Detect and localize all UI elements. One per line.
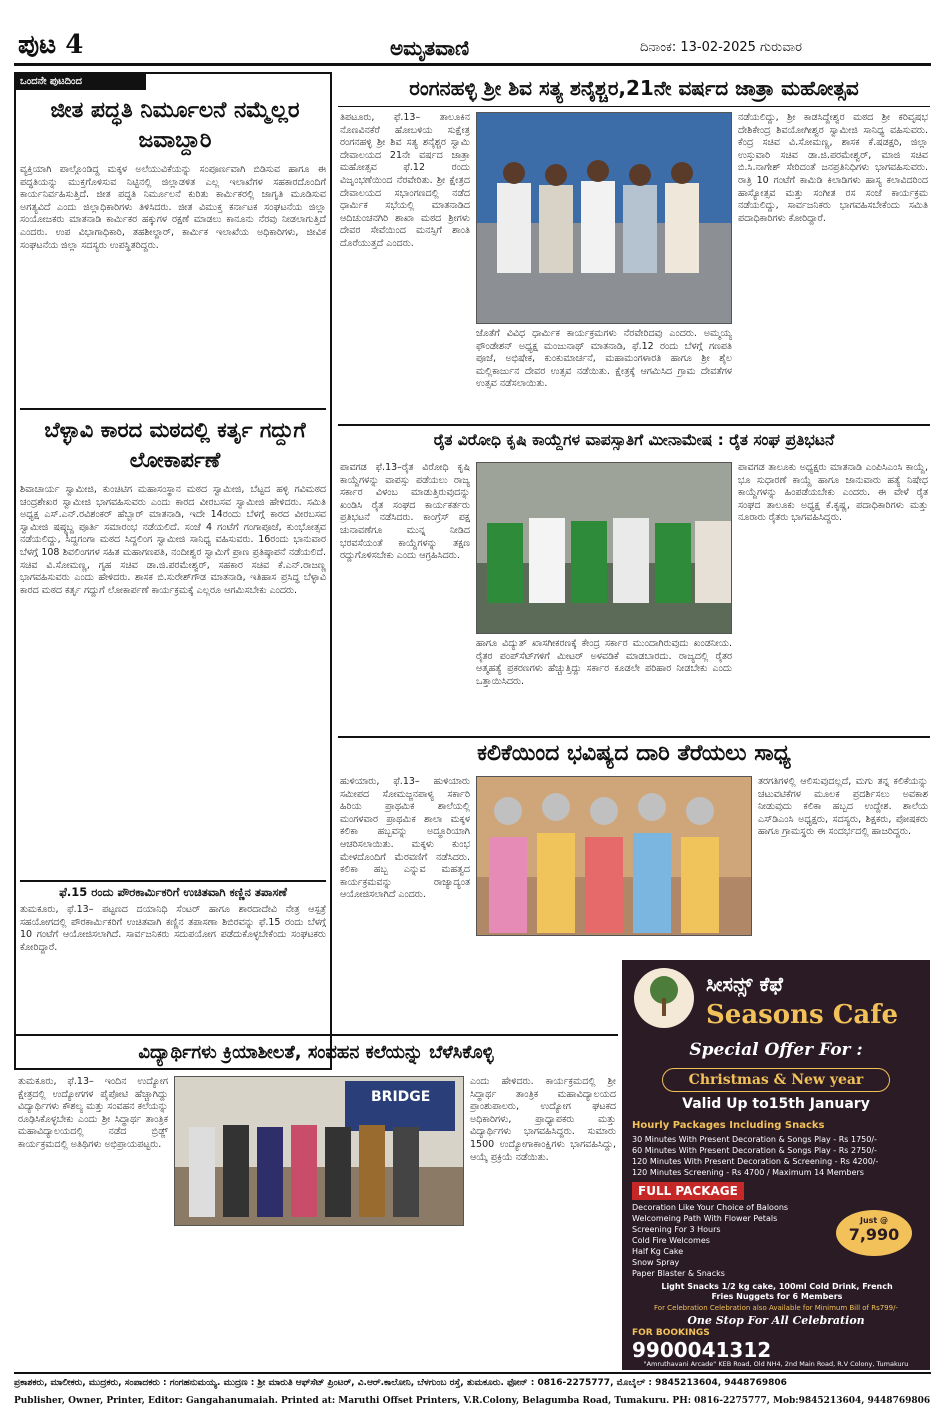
article-raitha-col2: ಹಾಗೂ ವಿದ್ಯುತ್ ಖಾಸಗೀಕರಣಕ್ಕೆ ಕೇಂದ್ರ ಸರ್ಕಾರ ಮುಂದಾಗಿರುವುದು ಖಂಡನೀಯ. ರೈತರ ಪಂಪ್‌ಸೆಟ್‌ಗಳಿಗೆ ಮೀಟರ್ ಅಳವಡಿಕೆ ಮಾಡಬಾರದು. ರಾಜ್ಯದಲ್ಲಿ ರೈತರ ಆತ್ಮಹತ್ಯೆ ಪ್ರಕರಣಗಳು ಹೆಚ್ಚುತ್ತಿದ್ದು ಸರ್ಕಾರ ಕೂಡಲೇ ಪರಿಹಾರ ನೀಡಬೇಕು ಎಂದು ಒತ್ತಾಯಿಸಿದರು. [476, 638, 732, 687]
article-bellavi: ಶಿವಾಚಾರ್ಯ ಸ್ವಾಮೀಜಿ, ಕುಂಚಿಟಿಗ ಮಹಾಸಂಸ್ಥಾನ ಮಠದ ಸ್ವಾಮೀಜಿ, ಬೆಟ್ಟದ ಹಳ್ಳಿ ಗವಿಮಠದ ಚಂದ್ರಶೇಖರ ಸ್ವಾಮೀಜಿ ಭಾಗವಹಿಸುವರು ಎಂದು ಕಾರದ ವೀರಬಸವ ಸ್ವಾಮೀಜಿ ಹೇಳಿದರು. ಸಮಿತಿ ಅಧ್ಯಕ್ಷ ಎಸ್.ಎನ್.ರವಿಶಂಕರ್ ಹೆಬ್ಬಾರ್ ಮಾತನಾಡಿ, ಇದೇ 14ರಂದು ಬೆಳಗ್ಗೆ ಕಾರದ ವೀರಬಸವ ಸ್ವಾಮೀಜಿ ಷಷ್ಠ್ಯಬ್ದ ಪೂರ್ತಿ ಸಮಾರಂಭ ನಡೆಯಲಿದೆ. ಸಂಜೆ 4 ಗಂಟೆಗೆ ಗಂಗಾಪೂಜೆ, ಕುಂಭೋತ್ಸವ ನಡೆಯಲಿದ್ದು, ಸಿದ್ದಗಂಗಾ ಮಠದ ಸಿದ್ದಲಿಂಗ ಸ್ವಾಮೀಜಿ ಸಾನಿಧ್ಯ ವಹಿಸುವರು. 16ರಂದು ಭಾನುವಾರ ಬೆಳಗ್ಗೆ 108 ಶಿವಲಿಂಗಗಳ ಸಹಿತ ಮಹಾಗಣಪತಿ, ನಂದೀಶ್ವರ ಸ್ವಾಮಿಗೆ ಪ್ರಾಣ ಪ್ರತಿಷ್ಠಾಪನೆ ನಡೆಯಲಿದೆ. ಸಚಿವ ವಿ.ಸೋಮಣ್ಣ, ಗೃಹ ಸಚಿವ ಡಾ.ಜಿ.ಪರಮೇಶ್ವರ್, ಸಹಕಾರ ಸಚಿವ ಕೆ.ಎನ್.ರಾಜಣ್ಣ ಭಾಗವಹಿಸುವರು ಎಂದು ಹೇಳಿದರು. ಶಾಸಕ ಬಿ.ಸುರೇಶ್‌ಗೌಡ ಮಾತನಾಡಿ, ಇತಿಹಾಸ ಪ್ರಸಿದ್ಧ ಬೆಳ್ಳಾವಿ ಕಾರದ ಮಠದ ಕರ್ತೃ ಗದ್ದುಗೆ ಲೋಕಾರ್ಪಣೆ ಕಾರ್ಯಕ್ರಮಕ್ಕೆ ಎಲ್ಲರೂ ಆಗಮಿಸಬೇಕು ಎಂದರು. [20, 484, 326, 596]
article-raitha-col1: ಪಾವಗಡ ಫೆ.13–ರೈತ ವಿರೋಧಿ ಕೃಷಿ ಕಾಯ್ದೆಗಳನ್ನು ವಾಪಸ್ಸು ಪಡೆಯಲು ರಾಜ್ಯ ಸರ್ಕಾರ ವಿಳಂಬ ಮಾಡುತ್ತಿರುವುದನ್ನು ಖಂಡಿಸಿ ರೈತ ಸಂಘದ ಕಾರ್ಯಕರ್ತರು ಪ್ರತಿಭಟನೆ ನಡೆಸಿದರು. ಕಾಂಗ್ರೆಸ್ ಪಕ್ಷ ಚುನಾವಣೆಗೂ ಮುನ್ನ ನೀಡಿದ ಭರವಸೆಯಂತೆ ಕಾಯ್ದೆಗಳನ್ನು ತಕ್ಷಣ ರದ್ದುಗೊಳಿಸಬೇಕು ಎಂದು ಆಗ್ರಹಿಸಿದರು. [340, 462, 470, 562]
page-number: ಪುಟ 4 [18, 30, 84, 60]
hourly-list [632, 1134, 922, 1178]
article-raitha-col3: ಪಾವಗಡ ತಾಲೂಕು ಅಧ್ಯಕ್ಷರು ಮಾತನಾಡಿ ಎಂಪಿಸಿಎಂಸಿ ಕಾಯ್ದೆ, ಭೂ ಸುಧಾರಣೆ ಕಾಯ್ದೆ ಹಾಗೂ ಜಾನುವಾರು ಹತ್ಯೆ ನಿಷೇಧ ಕಾಯ್ದೆಗಳನ್ನು ಹಿಂಪಡೆಯಬೇಕು ಎಂದರು. ಈ ವೇಳೆ ರೈತ ಸಂಘದ ತಾಲೂಕು ಅಧ್ಯಕ್ಷ ಕೆ.ಕೃಷ್ಣ, ಪದಾಧಿಕಾರಿಗಳು ಮತ್ತು ನೂರಾರು ರೈತರು ಭಾಗವಹಿಸಿದ್ದರು. [738, 462, 928, 524]
photo-bridge [174, 1076, 464, 1226]
ad-address: "Amruthavani Arcade" KEB Road, Old NH4, 2nd Main Road, R.V Colony, Tumakuru [622, 1360, 930, 1370]
article-ranganahalli-col2: ಜೊತೆಗೆ ವಿವಿಧ ಧಾರ್ಮಿಕ ಕಾರ್ಯಕ್ರಮಗಳು ನೆರವೇರಿದವು ಎಂದರು. ಅಮ್ಮಯ್ಯ ಫೌಂಡೇಶನ್ ಅಧ್ಯಕ್ಷ ಮಂಜುನಾಥ್ ಮಾತನಾಡಿ, ಫೆ.12 ರಂದು ಬೆಳಗ್ಗೆ ಗಣಪತಿ ಪೂಜೆ, ಅಭಿಷೇಕ, ಕುಂಕುಮಾರ್ಚನೆ, ಮಹಾಮಂಗಳಾರತಿ ಹಾಗೂ ಶ್ರೀ ಶೈಲ ಮಲ್ಲಿಕಾರ್ಜುನ ದೇವರ ಉತ್ಸವ ನಡೆಯಿತು. ಕ್ಷೇತ್ರಕ್ಕೆ ಆಗಮಿಸಿದ ಗ್ರಾಮ ದೇವತೆಗಳ ಉತ್ಸವ ನಡೆಸಲಾಯಿತು. [476, 328, 732, 390]
headline-raitha: ರೈತ ವಿರೋಧಿ ಕೃಷಿ ಕಾಯ್ದೆಗಳ ವಾಪಸ್ಸಾತಿಗೆ ಮೀನಾಮೇಷ : ರೈತ ಸಂಘ ಪ್ರತಿಭಟನೆ [433, 431, 835, 449]
photo-banner-text: BRIDGE [371, 1089, 431, 1105]
tagline: One Stop For All Celebration [687, 1314, 865, 1327]
tree-logo-icon [634, 968, 694, 1028]
article-ranganahalli-col1: ತಿಪಟೂರು, ಫೆ.13– ತಾಲೂಕಿನ ನೊಣವಿನಕೆರೆ ಹೋಬಳಿಯ ಸುಕ್ಷೇತ್ರ ರಂಗನಹಳ್ಳಿ ಶ್ರೀ ಶಿವ ಸತ್ಯ ಶನೈಶ್ಚರ ಸ್ವಾಮಿ ದೇವಾಲಯದ 21ನೇ ವರ್ಷದ ಜಾತ್ರಾ ಮಹೋತ್ಸವ ಫೆ.12 ರಂದು ವಿಜೃಂಭಣೆಯಿಂದ ನೆರವೇರಿತು. ಶ್ರೀ ಕ್ಷೇತ್ರದ ದೇವಾಲಯದ ಸಭಾಂಗಣದಲ್ಲಿ ನಡೆದ ಧಾರ್ಮಿಕ ಸಭೆಯಲ್ಲಿ ಮಾತನಾಡಿದ ಆದಿಚುಂಚನಗಿರಿ ಶಾಖಾ ಮಠದ ಶ್ರೀಗಳು ದೇವರ ಸೇವೆಯಿಂದ ಮನಸ್ಸಿಗೆ ಶಾಂತಿ ದೊರೆಯುತ್ತದೆ ಎಂದರು. [340, 112, 470, 249]
seasons-cafe-ad [622, 960, 930, 1360]
package-item: Decoration Like Your Choice of Baloons [632, 1203, 789, 1212]
brand-kannada: ಸೀಸನ್ಸ್ ಕೆಫೆ [706, 972, 783, 996]
valid-until: Valid Up to15th January [682, 1096, 870, 1112]
headline-bellavi: ಬೆಳ್ಳಾವಿ ಕಾರದ ಮಠದಲ್ಲಿ ಕರ್ತೃ ಗದ್ದುಗೆ ಲೋಕಾರ್ಪಣೆ [44, 418, 306, 472]
divider [338, 424, 930, 426]
hourly-item: 30 Minutes With Present Decoration & Songs Play - Rs 1750/- [632, 1135, 877, 1144]
photo-ranganahalli [476, 112, 732, 324]
snacks-info: Light Snacks 1/2 kg cake, 100ml Cold Drink, French Fries Nuggets for 6 Members [661, 1282, 893, 1301]
divider [14, 1034, 618, 1036]
imprint-kannada: ಪ್ರಕಾಶಕರು, ಮಾಲೀಕರು, ಮುದ್ರಕರು, ಸಂಪಾದಕರು : ಗಂಗಹನುಮಯ್ಯ. ಮುದ್ರಣ : ಶ್ರೀ ಮಾರುತಿ ಆಫ್‌ಸೆಟ್ ಪ್ರಿಂಟರ್, ವಿ.ಆರ್.ಕಾಲೋನಿ, ಬೆಳಗುಂಬ ರಸ್ತೆ, ತುಮಕೂರು. ಫೋನ್ : 0816-2275777, ಮೊಬೈಲ್ : 9845213604, 9448769806 [14, 1378, 787, 1388]
package-item: Cold Fire Welcomes [632, 1236, 710, 1245]
package-item: Half Kg Cake [632, 1247, 684, 1256]
package-item: Welcomeing Path With Flower Petals [632, 1214, 778, 1223]
price-badge [836, 1210, 912, 1256]
headline-vidyarthi: ವಿದ್ಯಾರ್ಥಿಗಳು ಕ್ರಿಯಾಶೀಲತೆ, ಸಂವಹನ ಕಲೆಯನ್ನು ಬೆಳೆಸಿಕೊಳ್ಳಿ [138, 1042, 494, 1063]
headline-eye-camp: ಫೆ.15 ರಂದು ಪೌರಕಾರ್ಮಿಕರಿಗೆ ಉಚಿತವಾಗಿ ಕಣ್ಣಿನ ತಪಾಸಣೆ [59, 885, 287, 899]
celebration-note: For Celebration Celebration also Available for Minimum Bill of Rs799/- [654, 1304, 898, 1312]
hourly-item: 60 Minutes With Present Decoration & Songs Play - Rs 2750/- [632, 1146, 877, 1155]
bookings-label: FOR BOOKINGS [632, 1328, 710, 1338]
price-value: 7,990 [848, 1225, 900, 1244]
package-item: Snow Spray [632, 1258, 680, 1267]
full-package-title: FULL PACKAGE [632, 1182, 744, 1200]
issue-date: ದಿನಾಂಕ: 13-02-2025 ಗುರುವಾರ [640, 40, 803, 55]
hourly-title: Hourly Packages Including Snacks [632, 1120, 825, 1131]
article-jeetha: ವ್ಯಕ್ತಿಯಾಗಿ ಪಾಲ್ಗೊಂಡಿದ್ದ ಮಕ್ಕಳ ಅಲೆಯುವಿಕೆಯನ್ನು ಸಂಪೂರ್ಣವಾಗಿ ಬಿಡಿಸುವ ಹಾಗೂ ಈ ಪದ್ಧತಿಯನ್ನು ಮುಕ್ತಗೊಳಿಸುವ ನಿಟ್ಟಿನಲ್ಲಿ ಜಿಲ್ಲಾಡಳಿತ ಎಲ್ಲ ಇಲಾಖೆಗಳ ಸಹಕಾರದೊಂದಿಗೆ ಕಾರ್ಯನಿರ್ವಹಿಸುತ್ತಿದೆ. ಜೀತ ಪದ್ಧತಿ ನಿರ್ಮೂಲನೆ ಕುರಿತು ಕಾರ್ಮಿಕರಲ್ಲಿ ಜಾಗೃತಿ ಮೂಡಿಸುವ ಅಗತ್ಯವಿದೆ ಎಂದು ಜಿಲ್ಲಾಧಿಕಾರಿಗಳು ತಿಳಿಸಿದರು. ಜೀತ ವಿಮುಕ್ತ ಕರ್ನಾಟಕ ಸಂಘಟನೆಯ ಜಿಲ್ಲಾ ಸಂಯೋಜಕರು ಮಾತನಾಡಿ ಕಾರ್ಮಿಕರ ಹಕ್ಕುಗಳ ರಕ್ಷಣೆ ಮಾಡಲು ಕಾನೂನು ನೆರವು ನೀಡಲಾಗುತ್ತಿದೆ ಎಂದರು. ಉಪ ವಿಭಾಗಾಧಿಕಾರಿ, ತಹಶೀಲ್ದಾರ್, ಕಾರ್ಮಿಕ ಇಲಾಖೆಯ ಅಧಿಕಾರಿಗಳು, ಜೀವಿಕ ಸಂಘಟನೆಯ ಜಿಲ್ಲಾ ಸದಸ್ಯರು ಉಪಸ್ಥಿತರಿದ್ದರು. [20, 164, 326, 251]
article-ranganahalli-col3: ನಡೆಯಲಿದ್ದು, ಶ್ರೀ ಕಾಡಸಿದ್ದೇಶ್ವರ ಮಠದ ಶ್ರೀ ಕರಿವೃಷಭ ದೇಶಿಕೇಂದ್ರ ಶಿವಯೋಗೀಶ್ವರ ಸ್ವಾಮೀಜಿ ಸಾನಿಧ್ಯ ವಹಿಸುವರು. ಕೆಂದ್ರ ಸಚಿವ ವಿ.ಸೋಮಣ್ಣ, ಶಾಸಕ ಕೆ.ಷಡಕ್ಷರಿ, ಜಿಲ್ಲಾ ಉಸ್ತುವಾರಿ ಸಚಿವ ಡಾ.ಜಿ.ಪರಮೇಶ್ವರ್, ಮಾಜಿ ಸಚಿವ ಬಿ.ಸಿ.ನಾಗೇಶ್ ಸೇರಿದಂತೆ ಜನಪ್ರತಿನಿಧಿಗಳು ಭಾಗವಹಿಸುವರು. ರಾತ್ರಿ 10 ಗಂಟೆಗೆ ಕಾಮಿಡಿ ಕಿಲಾಡಿಗಳು ಹಾಸ್ಯ ಕಲಾವಿದರಿಂದ ಹಾಸ್ಯೋತ್ಸವ ಮತ್ತು ಸಂಗೀತ ರಸ ಸಂಜೆ ಕಾರ್ಯಕ್ರಮ ನಡೆಯಲಿದ್ದು, ಸಾರ್ವಜನಿಕರು ಭಾಗವಹಿಸಬೇಕೆಂದು ಸಮಿತಿ ಪದಾಧಿಕಾರಿಗಳು ಕೋರಿದ್ದಾರೆ. [738, 112, 928, 224]
article-eye-camp: ತುಮಕೂರು, ಫೆ.13– ಪಟ್ಟಣದ ದಯಾನಿಧಿ ಸೆಂಟರ್ ಹಾಗೂ ಶಾರದಾದೇವಿ ನೇತ್ರ ಆಸ್ಪತ್ರೆ ಸಹಯೋಗದಲ್ಲಿ ಪೌರಕಾರ್ಮಿಕರಿಗೆ ಉಚಿತವಾಗಿ ಕಣ್ಣಿನ ತಪಾಸಣಾ ಶಿಬಿರವನ್ನು ಫೆ.15 ರಂದು ಬೆಳಗ್ಗೆ 10 ಗಂಟೆಗೆ ಆಯೋಜಿಸಲಾಗಿದೆ. ಸಾರ್ವಜನಿಕರು ಸದುಪಯೋಗ ಪಡೆದುಕೊಳ್ಳಬೇಕೆಂದು ಸಂಘಟಕರು ಕೋರಿದ್ದಾರೆ. [20, 904, 326, 953]
hourly-item: 120 Minutes Screening - Rs 4700 / Maximum 14 Members [632, 1168, 864, 1177]
full-package-list [632, 1202, 822, 1279]
divider [338, 106, 930, 107]
price-label: Just @ [859, 1216, 889, 1225]
occasion: Christmas & New year [662, 1068, 890, 1092]
brand-name: Seasons Cafe [706, 1000, 899, 1030]
photo-protest [476, 462, 732, 634]
hourly-item: 120 Minutes With Present Decoration & Screening - Rs 4200/- [632, 1157, 879, 1166]
divider [20, 408, 326, 410]
divider [20, 880, 326, 882]
article-kalike-col2: ತರಗತಿಗಳಲ್ಲಿ ಆಲಿಸುವುದಲ್ಲದೆ, ಮಗು ತನ್ನ ಕಲಿಕೆಯನ್ನು ಚಟುವಟಿಕೆಗಳ ಮೂಲಕ ಪ್ರದರ್ಶಿಸಲು ಅವಕಾಶ ನೀಡುವುದು ಕಲಿಕಾ ಹಬ್ಬದ ಉದ್ದೇಶ. ಶಾಲೆಯ ಎಸ್‌ಡಿಎಂಸಿ ಅಧ್ಯಕ್ಷರು, ಸದಸ್ಯರು, ಶಿಕ್ಷಕರು, ಪೋಷಕರು ಹಾಗೂ ಗ್ರಾಮಸ್ಥರು ಈ ಸಂದರ್ಭದಲ್ಲಿ ಹಾಜರಿದ್ದರು. [758, 776, 928, 838]
special-offer: Special Offer For : [689, 1040, 863, 1060]
photo-kalike [476, 776, 752, 936]
group-photo [477, 113, 732, 324]
article-vidyarthi-col2: ಎಂದು ಹೇಳಿದರು. ಕಾರ್ಯಕ್ರಮದಲ್ಲಿ ಶ್ರೀ ಸಿದ್ಧಾರ್ಥ ತಾಂತ್ರಿಕ ಮಹಾವಿದ್ಯಾಲಯದ ಪ್ರಾಂಶುಪಾಲರು, ಉದ್ಯೋಗ ಘಟಕದ ಅಧಿಕಾರಿಗಳು, ಪ್ರಾಧ್ಯಾಪಕರು ಮತ್ತು ವಿದ್ಯಾರ್ಥಿಗಳು ಭಾಗವಹಿಸಿದ್ದರು. ಸುಮಾರು 1500 ಉದ್ಯೋಗಾಕಾಂಕ್ಷಿಗಳು ಭಾಗವಹಿಸಿದ್ದು, ಆಯ್ಕೆ ಪ್ರಕ್ರಿಯೆ ನಡೆಯಿತು. [470, 1076, 616, 1163]
headline-ranganahalli: ರಂಗನಹಳ್ಳಿ ಶ್ರೀ ಶಿವ ಸತ್ಯ ಶನೈಶ್ಚರ,21ನೇ ವರ್ಷದ ಜಾತ್ರಾ ಮಹೋತ್ಸವ [409, 76, 859, 100]
headline-kalike: ಕಲಿಕೆಯಿಂದ ಭವಿಷ್ಯದ ದಾರಿ ತೆರೆಯಲು ಸಾಧ್ಯ [477, 741, 791, 766]
children-photo [477, 777, 752, 936]
package-item: Paper Blaster & Snacks [632, 1269, 725, 1278]
article-kalike-col1: ಹುಳಿಯಾರು, ಫೆ.13– ಹುಳಿಯಾರು ಸಮೀಪದ ಸೋಮಜ್ಜನಪಾಳ್ಯ ಸರ್ಕಾರಿ ಹಿರಿಯ ಪ್ರಾಥಮಿಕ ಶಾಲೆಯಲ್ಲಿ ಮಂಗಳವಾರ ಪ್ರಾಥಮಿಕ ಶಾಲಾ ಮಕ್ಕಳ ಕಲಿಕಾ ಹಬ್ಬವನ್ನು ಅದ್ಧೂರಿಯಾಗಿ ಆಚರಿಸಲಾಯಿತು. ಮಕ್ಕಳು ಕುಂಭ ಮೇಳದೊಂದಿಗೆ ಮೆರವಣಿಗೆ ನಡೆಸಿದರು. ಕಲಿಕಾ ಹಬ್ಬ ಎನ್ನುವ ಮಹತ್ವದ ಕಾರ್ಯಕ್ರಮವನ್ನು ರಾಜ್ಯಾದ್ಯಂತ ಆಯೋಜಿಸಲಾಗಿದೆ ಎಂದರು. [340, 776, 470, 901]
protest-photo [477, 463, 732, 634]
kicker: ಒಂದನೇ ಪುಟದಿಂದ [16, 74, 146, 90]
headline-jeetha: ಜೀತ ಪದ್ಧತಿ ನಿರ್ಮೂಲನೆ ನಮ್ಮೆಲ್ಲರ ಜವಾಬ್ದಾರಿ [50, 98, 300, 153]
phone-number[interactable]: 9900041312 [632, 1338, 772, 1360]
divider [14, 1372, 931, 1374]
article-vidyarthi-col1: ತುಮಕೂರು, ಫೆ.13– ಇಂದಿನ ಉದ್ಯೋಗ ಕ್ಷೇತ್ರದಲ್ಲಿ ಉದ್ಯೋಗಗಳ ಪೈಪೋಟಿ ಹೆಚ್ಚಾಗಿದ್ದು ವಿದ್ಯಾರ್ಥಿಗಳು ಕೌಶಲ್ಯ ಮತ್ತು ಸಂವಹನ ಕಲೆಯನ್ನು ರೂಢಿಸಿಕೊಳ್ಳಬೇಕು ಎಂದು ಶ್ರೀ ಸಿದ್ಧಾರ್ಥ ತಾಂತ್ರಿಕ ಮಹಾವಿದ್ಯಾಲಯದಲ್ಲಿ ನಡೆದ ಬ್ರಿಡ್ಜ್ ಕಾರ್ಯಕ್ರಮದಲ್ಲಿ ಅತಿಥಿಗಳು ಅಭಿಪ್ರಾಯಪಟ್ಟರು. [18, 1076, 168, 1150]
paper-name: ಅಮೃತವಾಣಿ [390, 36, 470, 60]
imprint-english: Publisher, Owner, Printer, Editor: Gangahanumaiah. Printed at: Maruthi Offset Printers, V.R.Colony, Belagumba Road, Tumakuru. PH: 0816-2275777, Mob:9845213604, 9448769806 [14, 1396, 931, 1406]
package-item: Screening For 3 Hours [632, 1225, 721, 1234]
